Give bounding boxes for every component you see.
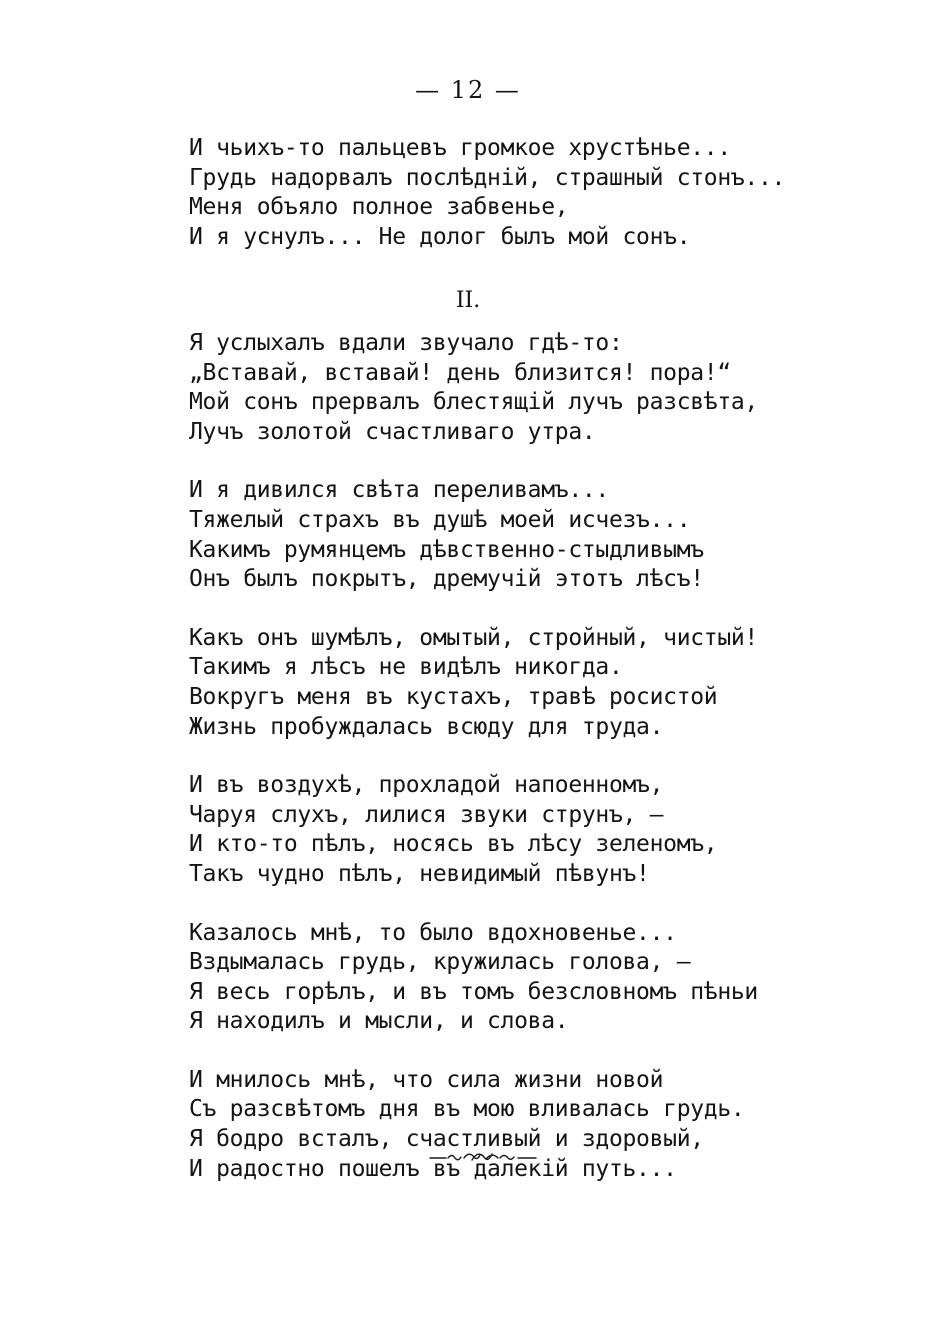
poem-line: Грудь надорвалъ послѣднiй, страшный стонъ...: [189, 164, 786, 191]
poem-line: Казалось мнѣ, то было вдохновенье...: [189, 919, 677, 946]
poem-line: Меня объяло полное забвенье,: [189, 194, 569, 221]
poem-line: И я дивился свѣта переливамъ...: [189, 477, 609, 504]
stanza: [189, 1066, 909, 1184]
section-heading: II.: [455, 288, 481, 313]
poem-line: Какъ онъ шумѣлъ, омытый, стройный, чистый!: [189, 624, 758, 651]
stanza: [189, 771, 909, 889]
stanza: [189, 476, 909, 594]
poem-line: Онъ былъ покрытъ, дремучiй этотъ лѣсъ!: [189, 566, 704, 593]
poem-line: Чаруя слухъ, лилися звуки струнъ, —: [189, 801, 664, 828]
intro-stanza: [189, 134, 909, 252]
poem-line: Тяжелый страхъ въ душѣ моей исчезъ...: [189, 506, 691, 533]
flourish-icon: [428, 1148, 538, 1166]
poem-line: Я весь горѣлъ, и въ томъ безсловномъ пѣньи: [189, 978, 758, 1005]
stanza: [189, 329, 909, 447]
page-number: — 12 —: [415, 76, 521, 104]
poem-line: И въ воздухѣ, прохладой напоенномъ,: [189, 772, 664, 799]
poem-line: Жизнь пробуждалась всюду для труда.: [189, 713, 664, 740]
poem-line: „Вставай, вставай! день близится! пора!“: [189, 359, 731, 386]
poem-line: И мнилось мнѣ, что сила жизни новой: [189, 1066, 664, 1093]
poem-line: И радостно пошелъ въ далекiй путь...: [189, 1155, 677, 1182]
poem-line: Съ разсвѣтомъ дня въ мою вливалась грудь.: [189, 1096, 745, 1123]
stanza: [189, 919, 909, 1037]
poem-line: Мой сонъ прервалъ блестящiй лучъ разсвѣта,: [189, 389, 758, 416]
poem-line: Я услыхалъ вдали звучало гдѣ-то:: [189, 330, 623, 356]
poem-line: Лучъ золотой счастливаго утра.: [189, 418, 596, 445]
poem-body: [189, 329, 909, 1213]
poem-line: И чьихъ-то пальцевъ громкое хрустѣнье...: [189, 135, 731, 161]
poem-line: Я бодро всталъ, счастливый и здоровый,: [189, 1126, 704, 1153]
stanza: [189, 624, 909, 742]
poem-line: Вздымалась грудь, кружилась голова, —: [189, 949, 691, 976]
poem-line: И я уснулъ... Не долог былъ мой сонъ.: [189, 223, 691, 250]
poem-line: Какимъ румянцемъ дѣвственно-стыдливымъ: [189, 536, 704, 563]
poem-line: Я находилъ и мысли, и слова.: [189, 1008, 569, 1035]
poem-line: Такимъ я лѣсъ не видѣлъ никогда.: [189, 654, 623, 681]
poem-line: Такъ чудно пѣлъ, невидимый пѣвунъ!: [189, 860, 650, 887]
poem-line: И кто-то пѣлъ, носясь въ лѣсу зеленомъ,: [189, 831, 718, 858]
poem-line: Вокругъ меня въ кустахъ, травѣ росистой: [189, 683, 718, 710]
